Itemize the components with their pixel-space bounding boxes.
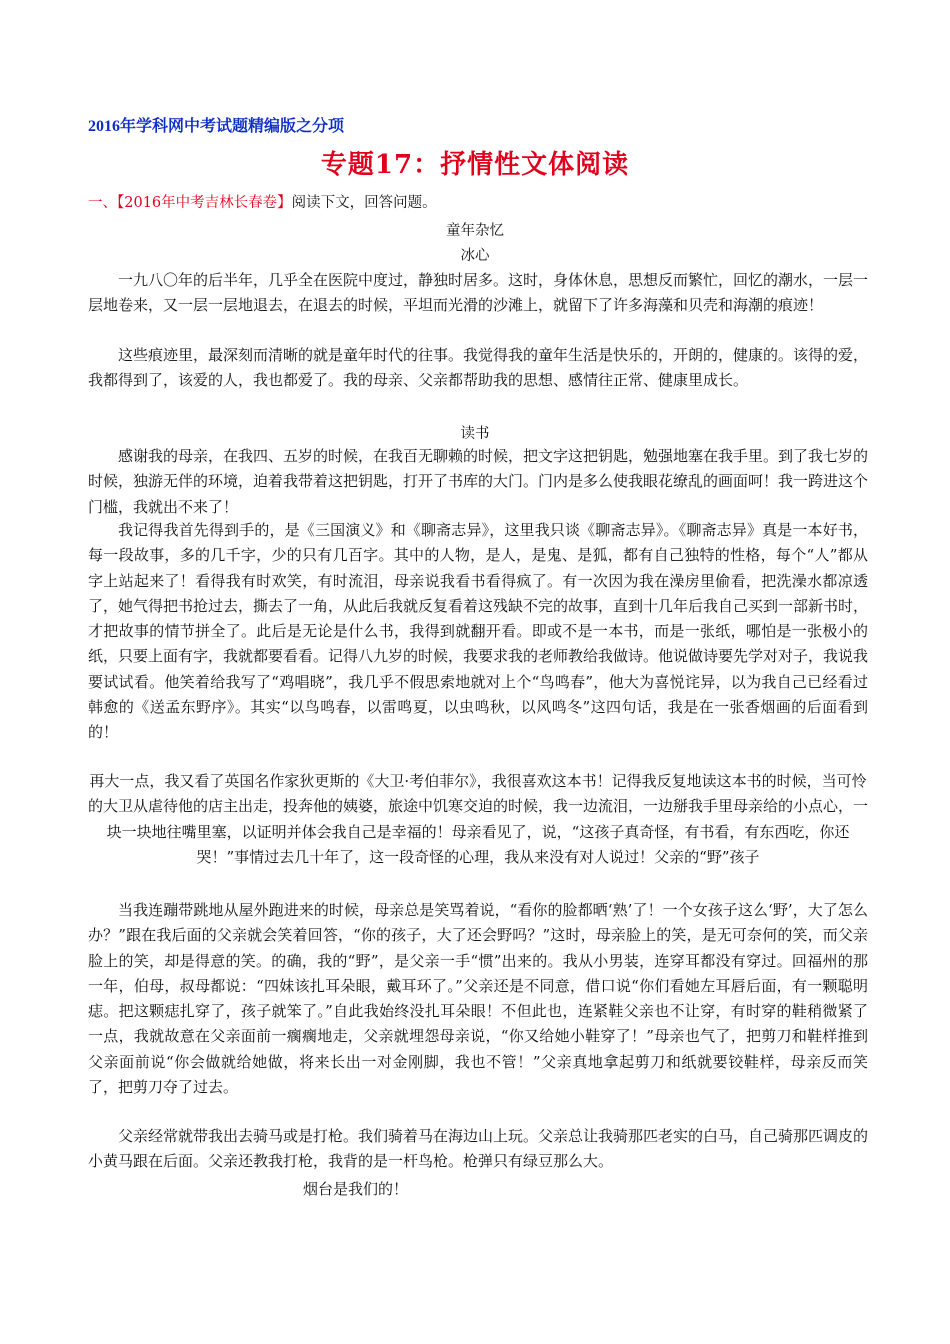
paragraph-wild-child-2: 父亲经常就带我出去骑马或是打枪。我们骑着马在海边山上玩。父亲总让我骑那匹老实的白马，自己骑那匹调皮的小黄马跟在后面。父亲还教我打枪，我背的是一杆鸟枪。枪弹只有绿豆那么大。 (88, 1127, 869, 1171)
article-author: 冰心 (460, 248, 490, 264)
paragraph-dickens: 再大一点，我又看了英国名作家狄更斯的《大卫·考伯菲尔》，我很喜欢这本书！记得我反复地读这本书的时候，当可怜的大卫从虐待他的店主出走，投奔他的姨婆，旅途中饥寒交迫的时候，我一边流泪，一边掰我手里母亲给的小点心，一块一块地往嘴里塞，以证明并体会我自己是幸福的！母亲看见了，说，“这孩子真奇怪，有书看，有东西吃，你还哭！”事情过去几十年了，这一段奇怪的心理，我从来没有对人说过！父亲的“野”孩子 (88, 772, 869, 866)
paragraph-intro-2: 这些痕迹里，最深刻而清晰的就是童年时代的往事。我觉得我的童年生活是快乐的，开朗的，健康的。该得的爱，我都得到了，该爱的人，我也都爱了。我的母亲、父亲都帮助我的思想、感情往正常、健康里成长。 (88, 346, 869, 390)
closing-line: 烟台是我们的！ (303, 1180, 409, 1198)
page-title: 专题17：抒情性文体阅读 (320, 150, 630, 180)
question-instruction: 阅读下文，回答问题。 (291, 195, 437, 211)
paragraph-reading-2: 我记得我首先得到手的，是《三国演义》和《聊斋志异》，这里我只谈《聊斋志异》。《聊斋志异》真是一本好书，每一段故事，多的几千字，少的只有几百字。其中的人物，是人，是鬼、是狐，都有自己独特的性格，每个“人”都从字上站起来了！看得我有时欢笑，有时流泪，母亲说我看书看得疯了。有一次因为我在澡房里偷看，把洗澡水都凉透了，她气得把书抢过去，撕去了一角，从此后我就反复看着这残缺不完的故事，直到十几年后我自己买到一部新书时，才把故事的情节拼全了。此后是无论是什么书，我得到就翻开看。即或不是一本书，而是一张纸，哪怕是一张极小的纸，只要上面有字，我就都要看看。记得八九岁的时候，我要求我的老师教给我做诗。他说做诗要先学对对子，我说我要试试看。他笑着给我写了“鸡唱晓”，我几乎不假思索地就对上个“鸟鸣春”，他大为喜悦诧异，以为我自己已经看过韩愈的《送孟东野序》。其实“以鸟鸣春，以雷鸣夏，以虫鸣秋，以风鸣冬”这四句话，我是在一张香烟画的后面看到的！ (88, 521, 869, 742)
paragraph-reading-1: 感谢我的母亲，在我四、五岁的时候，在我百无聊赖的时候，把文字这把钥匙，勉强地塞在我手里。到了我七岁的时候，独游无伴的环境，迫着我带着这把钥匙，打开了书库的大门。门内是多么使我眼花缭乱的画面呵！我一跨进这个门槛，我就出不来了！ (88, 447, 869, 516)
series-title: 2016年学科网中考试题精编版之分项 (88, 118, 345, 135)
paragraph-intro-1: 一九八〇年的后半年，几乎全在医院中度过，静独时居多。这时，身体休息，思想反而繁忙，回忆的潮水，一层一层地卷来，又一层一层地退去，在退去的时候，平坦而光滑的沙滩上，就留下了许多海藻和贝壳和海潮的痕迹！ (88, 271, 869, 315)
paragraph-wild-child-1: 当我连蹦带跳地从屋外跑进来的时候，母亲总是笑骂着说，“看你的脸都晒‘熟’了！一个女孩子这么‘野’，大了怎么办？”跟在我后面的父亲就会笑着回答，“你的孩子，大了还会野吗？”这时，母亲脸上的笑，是无可奈何的笑，而父亲脸上的笑，却是得意的笑。的确，我的“野”，是父亲一手“惯”出来的。我从小男装，连穿耳都没有穿过。回福州的那一年，伯母，叔母都说：“四妹该扎耳朵眼，戴耳环了。”父亲还是不同意，借口说“你们看她左耳唇后面，有一颗聪明痣。把这颗痣扎穿了，孩子就笨了。”自此我始终没扎耳朵眼！不但此也，连紧鞋父亲也不让穿，有时穿的鞋稍微紧了一点，我就故意在父亲面前一瘸瘸地走，父亲就埋怨母亲说，“你又给她小鞋穿了！”母亲也气了，把剪刀和鞋样推到父亲面前说“你会做就给她做，将来长出一对金刚脚，我也不管！”父亲真地拿起剪刀和纸就要铰鞋样，母亲反而笑了，把剪刀夺了过去。 (88, 901, 868, 1097)
section-title-reading: 读书 (460, 426, 490, 442)
article-title: 童年杂忆 (446, 223, 504, 239)
question-source: 【2016年中考吉林长春卷】 (117, 195, 292, 211)
question-number: 一、 (88, 195, 117, 211)
question-heading (88, 191, 437, 212)
